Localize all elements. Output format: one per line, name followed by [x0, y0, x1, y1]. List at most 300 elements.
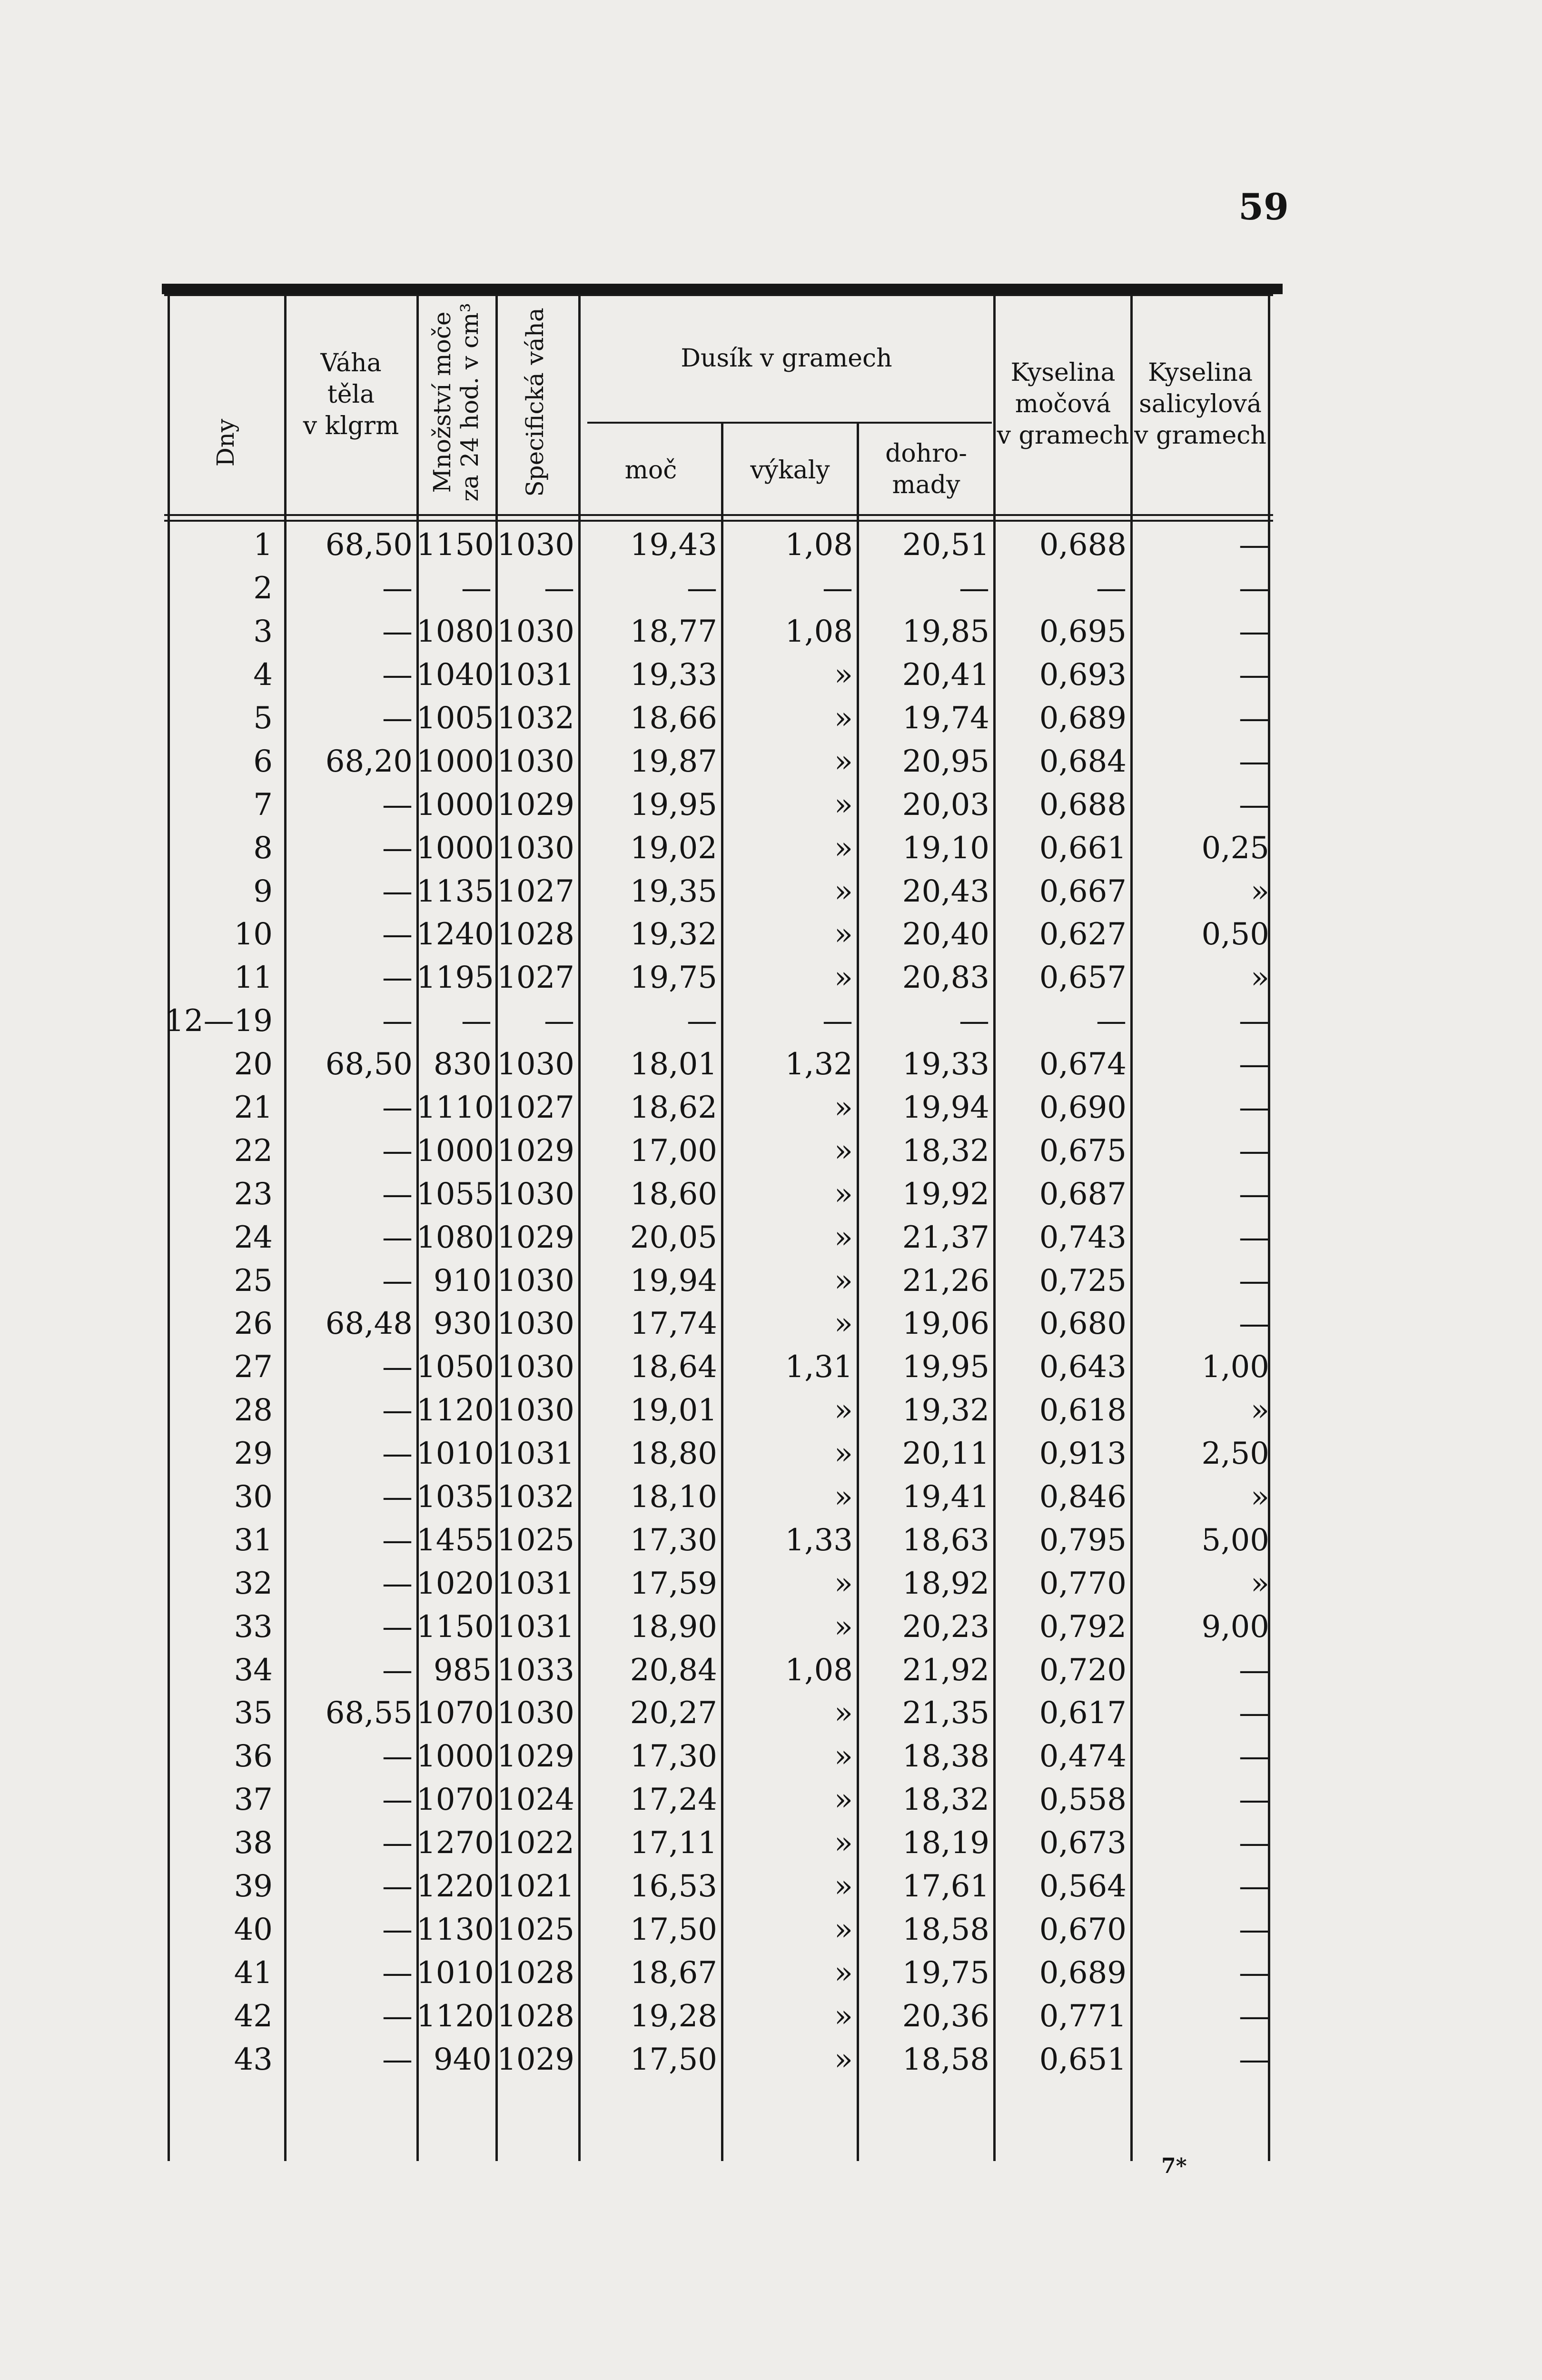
cell-specific-gravity: 1030 — [497, 1696, 574, 1731]
cell-specific-gravity: 1025 — [497, 1522, 574, 1558]
cell-nitrogen-urine: 17,30 — [630, 1522, 717, 1558]
cell-day: 41 — [234, 1955, 273, 1991]
table-row — [164, 1043, 1273, 1086]
cell-day: 32 — [234, 1566, 273, 1601]
cell-specific-gravity: 1028 — [497, 1998, 574, 2034]
table-row — [164, 1865, 1273, 1908]
cell-specific-gravity: 1029 — [497, 1133, 574, 1169]
cell-day: 34 — [234, 1652, 273, 1688]
cell-specific-gravity: 1029 — [497, 1220, 574, 1255]
cell-uric-acid: 0,657 — [1039, 960, 1127, 996]
cell-salicylic-acid: — — [1239, 1825, 1269, 1861]
cell-nitrogen-feces: » — [834, 1263, 853, 1299]
cell-salicylic-acid: — — [1239, 744, 1269, 779]
cell-uric-acid: 0,667 — [1039, 873, 1127, 909]
cell-nitrogen-feces: 1,08 — [785, 1652, 853, 1688]
cell-uric-acid: 0,474 — [1039, 1739, 1127, 1775]
cell-weight: — — [382, 701, 413, 736]
cell-nitrogen-urine: 17,50 — [630, 1912, 717, 1947]
cell-nitrogen-urine: 17,11 — [630, 1825, 717, 1861]
table-row — [164, 1476, 1273, 1519]
table-row — [164, 870, 1273, 913]
cell-weight: — — [382, 1263, 413, 1299]
cell-specific-gravity: 1033 — [497, 1652, 574, 1688]
cell-day: 26 — [234, 1306, 273, 1342]
header-uric-acid: Kyselina močová v gramech — [997, 358, 1129, 450]
cell-nitrogen-feces: » — [834, 657, 853, 693]
cell-weight: — — [382, 1133, 413, 1169]
cell-day: 8 — [253, 830, 273, 866]
cell-nitrogen-total: 21,37 — [902, 1220, 989, 1255]
cell-salicylic-acid: — — [1239, 787, 1269, 823]
table-row — [164, 697, 1273, 740]
cell-nitrogen-total: 19,10 — [902, 830, 989, 866]
cell-nitrogen-feces: » — [834, 1393, 853, 1428]
cell-nitrogen-total: 21,35 — [902, 1696, 989, 1731]
cell-nitrogen-total: 19,41 — [902, 1479, 989, 1515]
cell-weight: — — [382, 657, 413, 693]
table-row — [164, 740, 1273, 783]
cell-day: 35 — [234, 1696, 273, 1731]
header-nitrogen-urine: moč — [624, 456, 677, 485]
table-row — [164, 1994, 1273, 2038]
cell-day: 23 — [234, 1176, 273, 1212]
cell-nitrogen-urine: 18,01 — [630, 1047, 717, 1082]
cell-nitrogen-urine: 20,05 — [630, 1220, 717, 1255]
cell-nitrogen-feces: » — [834, 1782, 853, 1818]
cell-nitrogen-urine: 19,01 — [630, 1393, 717, 1428]
cell-weight: — — [382, 787, 413, 823]
table-row — [164, 1129, 1273, 1172]
table-row — [164, 1822, 1273, 1865]
cell-salicylic-acid: — — [1239, 1955, 1269, 1991]
cell-salicylic-acid: — — [1239, 1998, 1269, 2034]
cell-nitrogen-feces: — — [822, 571, 853, 606]
cell-urine-volume: 1220 — [416, 1869, 494, 1904]
cell-uric-acid: 0,618 — [1039, 1393, 1127, 1428]
cell-uric-acid: — — [1096, 1003, 1127, 1039]
cell-weight: — — [382, 1436, 413, 1472]
cell-urine-volume: 1150 — [416, 1609, 494, 1645]
cell-nitrogen-urine: 17,50 — [630, 2042, 717, 2077]
cell-uric-acid: 0,675 — [1039, 1133, 1127, 1169]
cell-nitrogen-feces: » — [834, 917, 853, 952]
cell-salicylic-acid: — — [1239, 1696, 1269, 1731]
cell-uric-acid: 0,651 — [1039, 2042, 1127, 2077]
cell-weight: — — [382, 1393, 413, 1428]
cell-uric-acid: 0,680 — [1039, 1306, 1127, 1342]
cell-day: 25 — [234, 1263, 273, 1299]
cell-nitrogen-feces: » — [834, 1220, 853, 1255]
table-row — [164, 1259, 1273, 1302]
cell-specific-gravity: 1032 — [497, 1479, 574, 1515]
cell-specific-gravity: 1030 — [497, 614, 574, 650]
cell-urine-volume: 1070 — [416, 1782, 494, 1818]
header-weight: Váha těla v klgrm — [303, 349, 399, 440]
cell-urine-volume: 1150 — [416, 527, 494, 563]
cell-uric-acid: 0,846 — [1039, 1479, 1127, 1515]
cell-nitrogen-urine: 19,75 — [630, 960, 717, 996]
table-row — [164, 1648, 1273, 1692]
cell-nitrogen-urine: 18,66 — [630, 701, 717, 736]
cell-nitrogen-urine: 20,27 — [630, 1696, 717, 1731]
cell-weight: — — [382, 1955, 413, 1991]
cell-nitrogen-urine: 18,10 — [630, 1479, 717, 1515]
cell-nitrogen-urine: 16,53 — [630, 1869, 717, 1904]
cell-nitrogen-feces: » — [834, 1436, 853, 1472]
cell-nitrogen-total: 20,83 — [902, 960, 989, 996]
table-row — [164, 826, 1273, 870]
header-specific-gravity: Specifická váha — [521, 307, 549, 497]
cell-urine-volume: 1000 — [416, 1133, 494, 1169]
cell-urine-volume: 1270 — [416, 1825, 494, 1861]
cell-specific-gravity: 1030 — [497, 527, 574, 563]
cell-salicylic-acid: — — [1239, 614, 1269, 650]
header-salicylic-acid: Kyselina salicylová v gramech — [1134, 358, 1266, 450]
table-row — [164, 1216, 1273, 1259]
cell-nitrogen-total: 20,23 — [902, 1609, 989, 1645]
cell-salicylic-acid: » — [1250, 1566, 1269, 1601]
cell-specific-gravity: 1030 — [497, 1349, 574, 1385]
cell-weight: 68,20 — [325, 744, 413, 779]
cell-nitrogen-total: 19,32 — [902, 1393, 989, 1428]
cell-nitrogen-feces: » — [834, 744, 853, 779]
cell-nitrogen-total: 18,32 — [902, 1782, 989, 1818]
cell-day: 2 — [253, 571, 273, 606]
cell-nitrogen-urine: 20,84 — [630, 1652, 717, 1688]
cell-weight: 68,50 — [325, 1047, 413, 1082]
table-row — [164, 1432, 1273, 1476]
cell-nitrogen-feces: 1,31 — [785, 1349, 853, 1385]
cell-weight: — — [382, 2042, 413, 2077]
cell-nitrogen-total: 19,06 — [902, 1306, 989, 1342]
cell-urine-volume: 1120 — [416, 1393, 494, 1428]
cell-nitrogen-urine: 19,02 — [630, 830, 717, 866]
cell-day: 10 — [234, 917, 273, 952]
table-row — [164, 1562, 1273, 1605]
cell-urine-volume: 1000 — [416, 744, 494, 779]
cell-salicylic-acid: — — [1239, 1263, 1269, 1299]
cell-day: 7 — [253, 787, 273, 823]
cell-salicylic-acid: » — [1250, 1479, 1269, 1515]
cell-urine-volume: 1035 — [416, 1479, 494, 1515]
cell-uric-acid: 0,792 — [1039, 1609, 1127, 1645]
cell-salicylic-acid: — — [1239, 1912, 1269, 1947]
cell-salicylic-acid: 5,00 — [1201, 1522, 1269, 1558]
cell-urine-volume: 1080 — [416, 614, 494, 650]
cell-weight: — — [382, 1220, 413, 1255]
cell-day: 42 — [234, 1998, 273, 2034]
cell-nitrogen-feces: » — [834, 1566, 853, 1601]
cell-nitrogen-total: 18,19 — [902, 1825, 989, 1861]
cell-nitrogen-total: 19,92 — [902, 1176, 989, 1212]
cell-day: 39 — [234, 1869, 273, 1904]
cell-specific-gravity: 1030 — [497, 830, 574, 866]
cell-salicylic-acid: — — [1239, 1869, 1269, 1904]
cell-nitrogen-feces: » — [834, 787, 853, 823]
cell-nitrogen-urine: 17,59 — [630, 1566, 717, 1601]
cell-specific-gravity: 1025 — [497, 1912, 574, 1947]
cell-nitrogen-urine: 18,90 — [630, 1609, 717, 1645]
cell-specific-gravity: 1029 — [497, 787, 574, 823]
table-row — [164, 1389, 1273, 1432]
table-row — [164, 567, 1273, 610]
cell-weight: — — [382, 1652, 413, 1688]
cell-nitrogen-feces: 1,08 — [785, 614, 853, 650]
cell-uric-acid: 0,558 — [1039, 1782, 1127, 1818]
cell-specific-gravity: 1029 — [497, 1739, 574, 1775]
cell-uric-acid: 0,689 — [1039, 701, 1127, 736]
top-rule — [162, 284, 1283, 294]
cell-nitrogen-total: 19,95 — [902, 1349, 989, 1385]
cell-nitrogen-feces: » — [834, 960, 853, 996]
cell-urine-volume: 1000 — [416, 787, 494, 823]
cell-specific-gravity: 1027 — [497, 873, 574, 909]
cell-salicylic-acid: — — [1239, 1090, 1269, 1126]
cell-nitrogen-urine: 17,30 — [630, 1739, 717, 1775]
cell-day: 22 — [234, 1133, 273, 1169]
cell-urine-volume: — — [461, 571, 492, 606]
cell-nitrogen-feces: » — [834, 830, 853, 866]
cell-nitrogen-feces: » — [834, 1090, 853, 1126]
cell-urine-volume: 1055 — [416, 1176, 494, 1212]
cell-nitrogen-feces: » — [834, 873, 853, 909]
cell-salicylic-acid: — — [1239, 1176, 1269, 1212]
cell-weight: — — [382, 960, 413, 996]
cell-weight: — — [382, 917, 413, 952]
cell-nitrogen-total: 20,43 — [902, 873, 989, 909]
cell-day: 38 — [234, 1825, 273, 1861]
cell-nitrogen-total: 21,26 — [902, 1263, 989, 1299]
cell-salicylic-acid: — — [1239, 571, 1269, 606]
cell-nitrogen-feces: — — [822, 1003, 853, 1039]
cell-day: 30 — [234, 1479, 273, 1515]
header-nitrogen-feces: výkaly — [750, 456, 830, 485]
cell-specific-gravity: 1030 — [497, 1306, 574, 1342]
cell-uric-acid: — — [1096, 571, 1127, 606]
cell-weight: 68,50 — [325, 527, 413, 563]
cell-salicylic-acid: — — [1239, 657, 1269, 693]
cell-salicylic-acid: — — [1239, 1306, 1269, 1342]
cell-uric-acid: 0,661 — [1039, 830, 1127, 866]
cell-salicylic-acid: — — [1239, 1047, 1269, 1082]
cell-urine-volume: 1005 — [416, 701, 494, 736]
cell-nitrogen-urine: 17,74 — [630, 1306, 717, 1342]
cell-weight: — — [382, 1825, 413, 1861]
cell-salicylic-acid: — — [1239, 701, 1269, 736]
table-row — [164, 654, 1273, 697]
cell-nitrogen-feces: » — [834, 1869, 853, 1904]
table-row — [164, 783, 1273, 826]
cell-specific-gravity: 1030 — [497, 1263, 574, 1299]
cell-nitrogen-total: 18,63 — [902, 1522, 989, 1558]
cell-urine-volume: 1455 — [416, 1522, 494, 1558]
cell-weight: — — [382, 1609, 413, 1645]
cell-weight: — — [382, 571, 413, 606]
cell-urine-volume: 1080 — [416, 1220, 494, 1255]
cell-nitrogen-feces: » — [834, 1133, 853, 1169]
cell-urine-volume: 940 — [433, 2042, 492, 2077]
cell-day: 5 — [253, 701, 273, 736]
cell-nitrogen-feces: » — [834, 1609, 853, 1645]
cell-uric-acid: 0,674 — [1039, 1047, 1127, 1082]
cell-urine-volume: 1000 — [416, 830, 494, 866]
cell-nitrogen-feces: » — [834, 1696, 853, 1731]
cell-urine-volume: — — [461, 1003, 492, 1039]
cell-urine-volume: 1070 — [416, 1696, 494, 1731]
cell-specific-gravity: 1030 — [497, 744, 574, 779]
cell-day: 3 — [253, 614, 273, 650]
cell-weight: — — [382, 1912, 413, 1947]
cell-uric-acid: 0,770 — [1039, 1566, 1127, 1601]
cell-urine-volume: 1010 — [416, 1955, 494, 1991]
cell-day: 33 — [234, 1609, 273, 1645]
cell-nitrogen-feces: » — [834, 1955, 853, 1991]
cell-nitrogen-urine: 18,64 — [630, 1349, 717, 1385]
cell-salicylic-acid: 2,50 — [1201, 1436, 1269, 1472]
cell-specific-gravity: — — [544, 1003, 574, 1039]
cell-salicylic-acid: 0,25 — [1201, 830, 1269, 866]
cell-urine-volume: 985 — [433, 1652, 492, 1688]
cell-uric-acid: 0,795 — [1039, 1522, 1127, 1558]
cell-day: 1 — [253, 527, 273, 563]
header-urine-volume: Množství moče za 24 hod. v cm³ — [428, 303, 484, 502]
cell-salicylic-acid: — — [1239, 1003, 1269, 1039]
cell-weight: — — [382, 1349, 413, 1385]
cell-nitrogen-total: 19,33 — [902, 1047, 989, 1082]
cell-nitrogen-urine: 18,67 — [630, 1955, 717, 1991]
cell-specific-gravity: 1030 — [497, 1047, 574, 1082]
cell-weight: — — [382, 1869, 413, 1904]
table-row — [164, 2038, 1273, 2081]
cell-specific-gravity: 1030 — [497, 1393, 574, 1428]
cell-nitrogen-urine: 19,35 — [630, 873, 717, 909]
cell-nitrogen-feces: 1,32 — [785, 1047, 853, 1082]
cell-nitrogen-urine: 18,80 — [630, 1436, 717, 1472]
signature-mark: 7* — [1161, 2154, 1187, 2178]
cell-salicylic-acid: — — [1239, 527, 1269, 563]
cell-day: 37 — [234, 1782, 273, 1818]
cell-uric-acid: 0,687 — [1039, 1176, 1127, 1212]
cell-nitrogen-feces: » — [834, 1998, 853, 2034]
cell-uric-acid: 0,617 — [1039, 1696, 1127, 1731]
cell-specific-gravity: 1031 — [497, 1566, 574, 1601]
cell-uric-acid: 0,673 — [1039, 1825, 1127, 1861]
cell-nitrogen-total: 20,40 — [902, 917, 989, 952]
cell-uric-acid: 0,689 — [1039, 1955, 1127, 1991]
cell-nitrogen-total: 18,58 — [902, 1912, 989, 1947]
table-row — [164, 1951, 1273, 1994]
cell-nitrogen-total: — — [959, 1003, 989, 1039]
cell-nitrogen-urine: 17,24 — [630, 1782, 717, 1818]
cell-nitrogen-total: 19,75 — [902, 1955, 989, 1991]
cell-uric-acid: 0,693 — [1039, 657, 1127, 693]
cell-nitrogen-urine: 18,62 — [630, 1090, 717, 1126]
cell-salicylic-acid: 0,50 — [1201, 917, 1269, 952]
cell-day: 36 — [234, 1739, 273, 1775]
cell-uric-acid: 0,720 — [1039, 1652, 1127, 1688]
cell-uric-acid: 0,627 — [1039, 917, 1127, 952]
cell-specific-gravity: 1028 — [497, 1955, 574, 1991]
cell-nitrogen-total: 21,92 — [902, 1652, 989, 1688]
cell-day: 20 — [234, 1047, 273, 1082]
cell-day: 12—19 — [165, 1003, 273, 1039]
cell-day: 27 — [234, 1349, 273, 1385]
cell-nitrogen-total: 19,74 — [902, 701, 989, 736]
table-row — [164, 1086, 1273, 1130]
cell-urine-volume: 1195 — [416, 960, 494, 996]
cell-specific-gravity: 1031 — [497, 657, 574, 693]
cell-urine-volume: 1110 — [416, 1090, 494, 1126]
cell-urine-volume: 1130 — [416, 1912, 494, 1947]
cell-day: 40 — [234, 1912, 273, 1947]
cell-specific-gravity: 1028 — [497, 917, 574, 952]
cell-nitrogen-total: 18,38 — [902, 1739, 989, 1775]
table-row — [164, 1735, 1273, 1778]
cell-day: 21 — [234, 1090, 273, 1126]
cell-nitrogen-feces: » — [834, 1825, 853, 1861]
cell-uric-acid: 0,690 — [1039, 1090, 1127, 1126]
cell-nitrogen-urine: 19,28 — [630, 1998, 717, 2034]
cell-weight: 68,48 — [325, 1306, 413, 1342]
cell-specific-gravity: 1022 — [497, 1825, 574, 1861]
cell-uric-acid: 0,670 — [1039, 1912, 1127, 1947]
cell-weight: — — [382, 1782, 413, 1818]
cell-uric-acid: 0,695 — [1039, 614, 1127, 650]
cell-day: 29 — [234, 1436, 273, 1472]
cell-salicylic-acid: » — [1250, 873, 1269, 909]
table-row — [164, 524, 1273, 567]
cell-weight: — — [382, 1739, 413, 1775]
cell-salicylic-acid: — — [1239, 2042, 1269, 2077]
cell-nitrogen-total: 20,51 — [902, 527, 989, 563]
table-row — [164, 913, 1273, 956]
table-row — [164, 1518, 1273, 1562]
table-row — [164, 1778, 1273, 1822]
cell-salicylic-acid: » — [1250, 1393, 1269, 1428]
cell-salicylic-acid: 9,00 — [1201, 1609, 1269, 1645]
cell-salicylic-acid: — — [1239, 1220, 1269, 1255]
cell-nitrogen-feces: » — [834, 1306, 853, 1342]
table-row — [164, 1346, 1273, 1389]
cell-day: 24 — [234, 1220, 273, 1255]
cell-nitrogen-urine: 17,00 — [630, 1133, 717, 1169]
cell-weight: — — [382, 614, 413, 650]
cell-specific-gravity: 1027 — [497, 1090, 574, 1126]
nitrogen-subheader-rule — [587, 422, 992, 424]
cell-urine-volume: 1120 — [416, 1998, 494, 2034]
cell-nitrogen-feces: » — [834, 1912, 853, 1947]
cell-nitrogen-urine: — — [687, 1003, 717, 1039]
table-row — [164, 610, 1273, 654]
cell-specific-gravity: 1032 — [497, 701, 574, 736]
table-row — [164, 1172, 1273, 1216]
table-row — [164, 956, 1273, 1000]
cell-weight: — — [382, 1566, 413, 1601]
cell-urine-volume: 910 — [433, 1263, 492, 1299]
cell-day: 4 — [253, 657, 273, 693]
cell-nitrogen-total: 19,85 — [902, 614, 989, 650]
cell-urine-volume: 1135 — [416, 873, 494, 909]
cell-specific-gravity: 1024 — [497, 1782, 574, 1818]
cell-nitrogen-feces: 1,33 — [785, 1522, 853, 1558]
cell-nitrogen-total: — — [959, 571, 989, 606]
cell-nitrogen-total: 20,41 — [902, 657, 989, 693]
cell-nitrogen-urine: 19,87 — [630, 744, 717, 779]
cell-day: 9 — [253, 873, 273, 909]
cell-nitrogen-urine: — — [687, 571, 717, 606]
cell-uric-acid: 0,771 — [1039, 1998, 1127, 2034]
